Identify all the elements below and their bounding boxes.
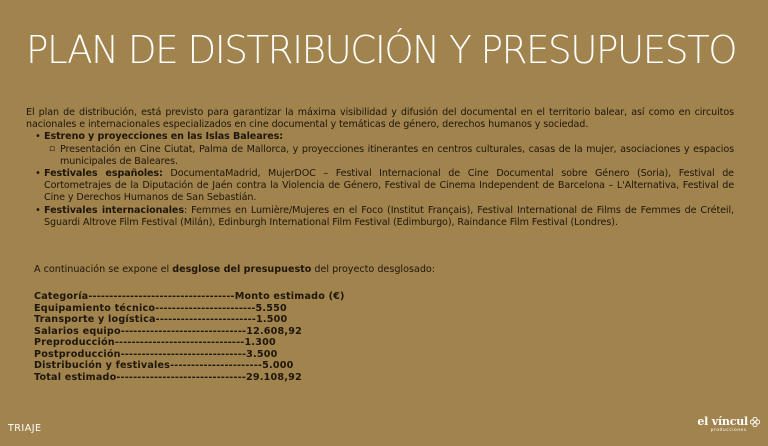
espanoles-heading: Festivales españoles: — [44, 168, 163, 180]
distribution-list — [26, 131, 734, 229]
company-logo — [697, 415, 760, 433]
budget-intro — [34, 264, 435, 276]
estreno-sublist — [44, 144, 734, 168]
budget-intro-bold: desglose del presupuesto — [172, 264, 312, 275]
budget-intro-before: A continuación se expone el — [34, 264, 173, 275]
estreno-heading: Estreno y proyecciones en las Islas Baleares: — [44, 131, 283, 143]
flower-icon — [750, 417, 760, 427]
budget-row: Preproducción-------------------------------1.300 — [34, 337, 276, 348]
list-item-festivales-internacionales — [44, 205, 734, 229]
espanoles-text: DocumentaMadrid, MujerDOC – Festival Internacional de Cine Documental sobre Género (Soria), Festival de Cortometrajes de la Diputación de Jaén contra la Violencia de Género, Festival de Cinema Independent de Barcelona – L'Alternativa, Festival de Cine y Derechos Humanos de San Sebastián. — [44, 168, 734, 204]
budget-header-row: Categoría-----------------------------------Monto estimado (€) — [34, 291, 345, 302]
budget-total-row: Total estimado-------------------------------29.108,92 — [34, 371, 302, 383]
intro-paragraph: El plan de distribución, está previsto para garantizar la máxima visibilidad y difusión del documental en el territorio balear, así como en circuitos nacionales e internacionales especializados en cine documental y temáticas de género, derechos humanos y sociedad. — [26, 107, 734, 131]
logo-text: el víncul — [697, 415, 748, 428]
budget-row: Distribución y festivales----------------------5.000 — [34, 360, 294, 371]
distribution-plan — [26, 107, 734, 229]
budget-row: Postproducción------------------------------3.500 — [34, 348, 278, 360]
footer-brand: TRIAJE — [8, 423, 42, 434]
budget-row: Equipamiento técnico------------------------5.550 — [34, 302, 287, 314]
internacionales-heading: Festivales internacionales — [44, 204, 184, 216]
budget-intro-after: del proyecto desglosado: — [311, 264, 436, 275]
budget-row: Salarios equipo------------------------------12.608,92 — [34, 325, 303, 337]
list-item-festivales-espanoles — [44, 168, 734, 205]
list-item-estreno — [44, 131, 734, 168]
budget-table — [34, 291, 345, 383]
estreno-subitem: ▫ Presentación en Cine Ciutat, Palma de Mallorca, y proyecciones itinerantes en centros culturales, casas de la mujer, asociaciones y espacios municipales de Baleares. — [60, 144, 734, 168]
internacionales-text: : Femmes en Lumière/Mujeres en el Foco (Institut Français), Festival International de Films de Femmes de Créteil, Sguardi Altrove Film Festival (Milán), Edinburgh International Film Festival (Edimburgo), Raindance Film Festival (Londres). — [44, 204, 734, 228]
logo-subtitle: producciones — [710, 428, 747, 433]
page-title: PLAN DE DISTRIBUCIÓN Y PRESUPUESTO — [26, 28, 737, 72]
budget-row: Transporte y logística------------------------1.500 — [34, 314, 288, 325]
